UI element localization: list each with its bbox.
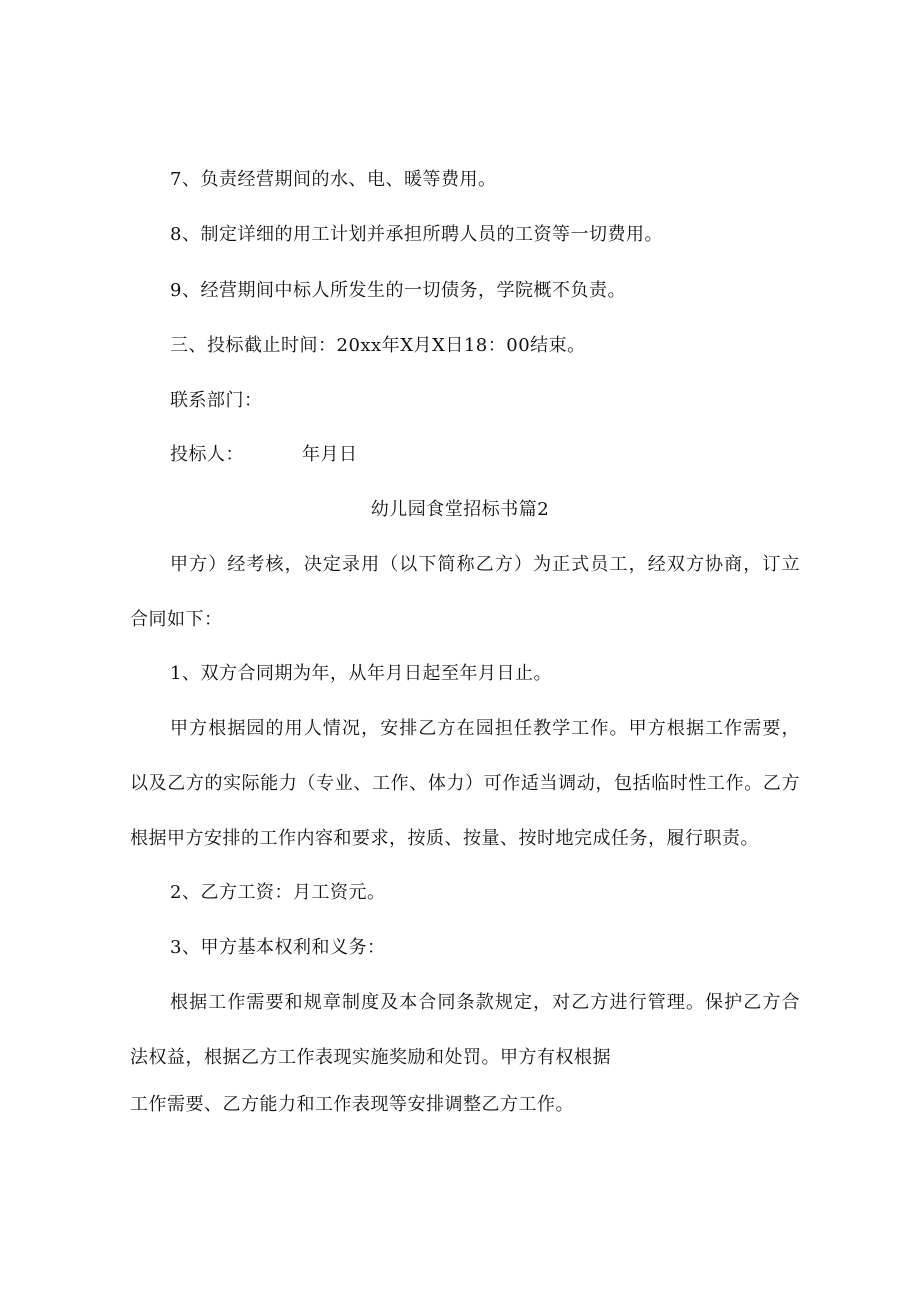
contract-intro-line-1: 甲方）经考核，决定录用（以下简称乙方）为正式员工，经双方协商，订立 <box>170 554 800 575</box>
contract-intro-line-2: 合同如下： <box>130 609 223 630</box>
clause-9: 9、经营期间中标人所发生的一切债务，学院概不负责。 <box>170 280 626 301</box>
contact-department: 联系部门： <box>170 390 263 411</box>
work-arrangement-line-1: 甲方根据园的用人情况，安排乙方在园担任教学工作。甲方根据工作需要， <box>170 718 800 739</box>
clause-7: 7、负责经营期间的水、电、暖等费用。 <box>170 169 497 190</box>
rights-line-1: 根据工作需要和规章制度及本合同条款规定，对乙方进行管理。保护乙方合 <box>170 992 800 1013</box>
rights-duties-heading: 3、甲方基本权利和义务： <box>170 937 386 958</box>
rights-line-3: 工作需要、乙方能力和工作表现等安排调整乙方工作。 <box>130 1094 574 1115</box>
bidder-label: 投标人： <box>170 444 244 465</box>
rights-line-2: 法权益，根据乙方工作表现实施奖励和处罚。甲方有权根据 <box>130 1047 611 1068</box>
work-arrangement-line-3: 根据甲方安排的工作内容和要求，按质、按量、按时地完成任务，履行职责。 <box>130 828 759 849</box>
contract-term: 1、双方合同期为年，从年月日起至年月日止。 <box>170 663 552 684</box>
deadline-line: 三、投标截止时间：20xx年X月X日18：00结束。 <box>170 335 586 356</box>
salary-clause: 2、乙方工资：月工资元。 <box>170 882 386 903</box>
work-arrangement-line-2: 以及乙方的实际能力（专业、工作、体力）可作适当调动，包括临时性工作。乙方 <box>130 773 800 794</box>
clause-8: 8、制定详细的用工计划并承担所聘人员的工资等一切费用。 <box>170 224 663 245</box>
section-title: 幼儿园食堂招标书篇2 <box>370 499 550 520</box>
bidder-signature-line <box>170 443 800 467</box>
signature-date: 年月日 <box>302 444 358 465</box>
